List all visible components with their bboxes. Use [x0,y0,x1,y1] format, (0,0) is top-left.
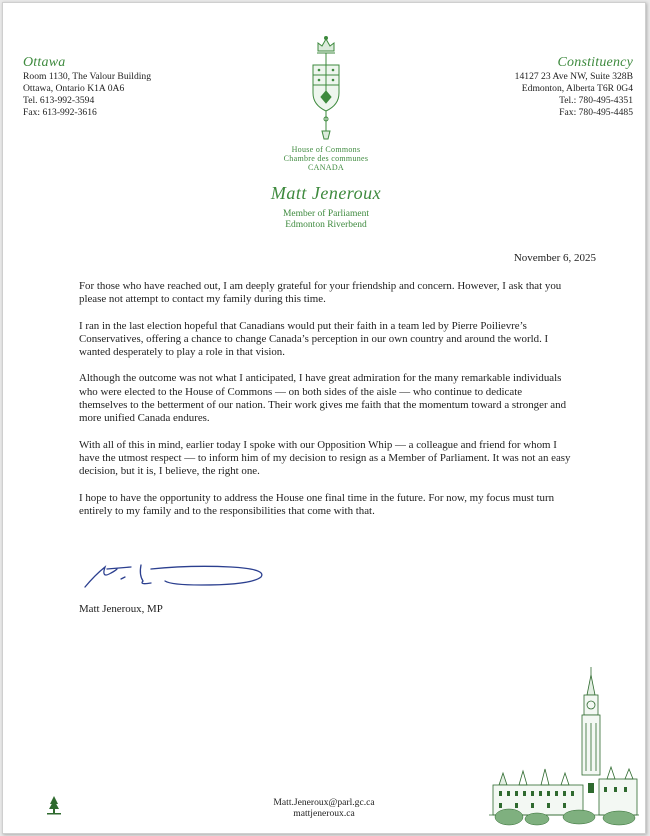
letter-footer [3,797,645,819]
house-of-commons-label [203,145,449,172]
ottawa-address-line: Ottawa, Ontario K1A 0A6 [23,83,125,94]
house-of-commons-crest-icon [304,35,348,143]
letter-paragraph: I ran in the last election hopeful that Canadians would put their faith in a team led by Pierre Poilievre’s Conservatives, offering a chance to change Canada’s perception in our own country and around the world. I wanted desperately to play a role in that vision. [79,319,549,359]
constituency-phone: Tel.: 780-495-4351 [559,95,633,106]
letter-paragraph: With all of this in mind, earlier today I spoke with our Opposition Whip — a colleague and friend for whom I have the utmost respect — to inform him of my decision to resign as a Member of Parliament. It was not an easy decision, but it is, I believe, the right one. [79,438,571,478]
mp-riding: Edmonton Riverbend [285,220,367,230]
constituency-fax: Fax: 780-495-4485 [559,107,633,118]
letter-body [79,280,573,531]
ottawa-phone: Tel. 613-992-3594 [23,95,95,106]
constituency-address-line: 14127 23 Ave NW, Suite 328B [514,71,633,82]
ottawa-fax: Fax: 613-992-3616 [23,107,97,118]
letter-paragraph: For those who have reached out, I am deeply grateful for your friendship and concern. However, I ask that you please not attempt to contact my family during this time. [79,280,562,306]
ottawa-address-line: Room 1130, The Valour Building [23,71,152,82]
signer-name: Matt Jeneroux, MP [79,603,163,615]
constituency-office-heading: Constituency [557,55,633,70]
letter-paragraph: Although the outcome was not what I anticipated, I have great admiration for the many remarkable individuals who were elected to the House of Commons — on both sides of the aisle — who continue to dedicate themselves to the betterment of our nation. Their work gives me faith that the momentum toward a stronger and more unified Canada endures. [79,372,567,425]
mp-name-heading: Matt Jeneroux [270,183,382,203]
constituency-office-address [515,55,633,119]
house-name-english: House of Commons [291,145,361,154]
country-name: CANADA [307,163,345,172]
letter-paragraph: I hope to have the opportunity to address the House one final time in the future. For now, my focus must turn entirely to my family and to the responsibilities that come with that. [79,491,555,517]
ottawa-office-heading: Ottawa [23,55,66,70]
footer-email[interactable]: Matt.Jeneroux@parl.gc.ca [273,797,375,808]
footer-website[interactable]: mattjeneroux.ca [293,808,355,819]
constituency-address-line: Edmonton, Alberta T6R 0G4 [521,83,633,94]
letter-date: November 6, 2025 [513,252,596,264]
ottawa-office-address [23,55,151,119]
house-name-french: Chambre des communes [283,154,369,163]
handwritten-signature [81,555,271,599]
mp-title: Member of Parliament [282,209,369,219]
mp-title-block [163,209,489,231]
letter-page [2,2,646,834]
